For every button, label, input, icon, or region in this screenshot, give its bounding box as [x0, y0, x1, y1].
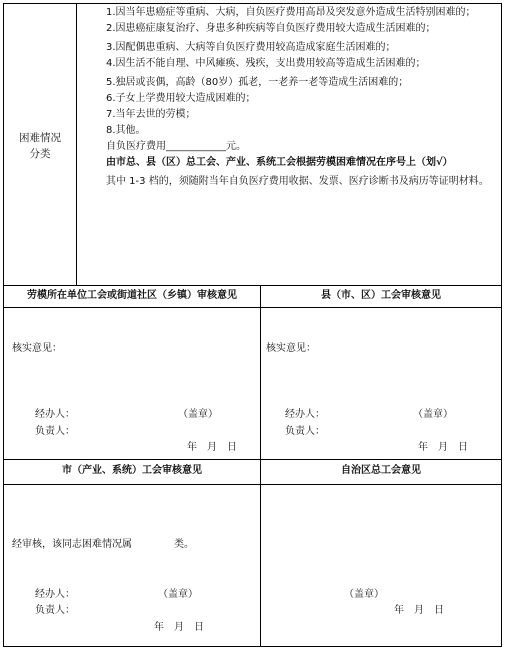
hardship-category-list — [80, 5, 498, 190]
city-review-suffix: 类。 — [174, 539, 194, 550]
category-item: 4.因生活不能自理、中风瘫痪、残疾，支出费用较高等造成生活困难的； — [106, 58, 426, 69]
county-handler-label: 经办人： — [285, 409, 325, 420]
category-item: 3.因配偶患重病、大病等自负医疗费用较高造成家庭生活困难的； — [106, 42, 396, 53]
unit-verify-label: 核实意见： — [12, 343, 62, 354]
county-verify-label: 核实意见： — [266, 343, 316, 354]
category-item: 1.因当年患癌症等重病、大病，自负医疗费用高昂及突发意外造成生活特别困难的； — [106, 7, 476, 18]
region-review-title: 自治区总工会意见 — [341, 465, 421, 476]
hardship-review-form — [3, 3, 502, 647]
category-item: 8.其他。 — [106, 125, 146, 136]
category-item: 7.当年去世的劳模； — [106, 109, 196, 120]
unit-review-title: 劳模所在单位工会或街道社区（乡镇）审核意见 — [27, 290, 237, 301]
category-label-line2: 分类 — [29, 148, 51, 160]
hardship-category-label — [4, 4, 76, 288]
county-seal-label: （盖章） — [413, 409, 453, 420]
city-handler-label: 经办人： — [35, 589, 75, 600]
region-seal-label: （盖章） — [344, 589, 384, 600]
city-review-statement — [12, 537, 194, 553]
city-seal-label: （盖章） — [158, 589, 198, 600]
category-item: 6.子女上学费用较大造成困难的； — [106, 93, 256, 104]
city-date-label: 年 月 日 — [154, 622, 204, 633]
category-item: 2.因患癌症康复治疗、身患多种疾病等自负医疗费用较大造成生活困难的； — [106, 23, 436, 34]
category-item: 5.独居或丧偶，高龄（80岁）孤老，一老养一老等造成生活困难的； — [106, 77, 409, 88]
row-divider-4 — [4, 484, 501, 485]
medical-cost-blank[interactable]: ____________ — [166, 141, 226, 152]
unit-handler-label: 经办人： — [35, 409, 75, 420]
county-date-label: 年 月 日 — [418, 442, 468, 453]
unit-seal-label: （盖章） — [178, 409, 218, 420]
region-date-label: 年 月 日 — [394, 605, 444, 616]
unit-responsible-label: 负责人： — [35, 426, 75, 437]
county-responsible-label: 负责人： — [285, 426, 325, 437]
city-responsible-label: 负责人： — [35, 605, 75, 616]
row-divider-2 — [4, 307, 501, 308]
medical-cost-label: 自负医疗费用 — [106, 141, 166, 152]
documentation-note: 其中 1-3 档的，须随附当年自负医疗费用收据、发票、医疗诊断书及病历等证明材料。 — [106, 176, 489, 187]
marking-instruction: 由市总、县（区）总工会、产业、系统工会根据劳模困难情况在序号上（划√） — [106, 157, 453, 168]
row-divider-1 — [4, 285, 501, 286]
medical-cost-unit: 元。 — [226, 141, 246, 152]
city-review-prefix: 经审核，该同志困难情况属 — [12, 539, 132, 550]
row-divider-3 — [4, 459, 501, 460]
city-review-title: 市（产业、系统）工会审核意见 — [62, 465, 202, 476]
unit-date-label: 年 月 日 — [187, 442, 237, 453]
category-label-line1: 困难情况 — [19, 132, 61, 144]
county-review-title: 县（市、区）工会审核意见 — [321, 290, 441, 301]
medical-cost-line — [80, 139, 498, 155]
category-column-divider — [76, 4, 77, 285]
